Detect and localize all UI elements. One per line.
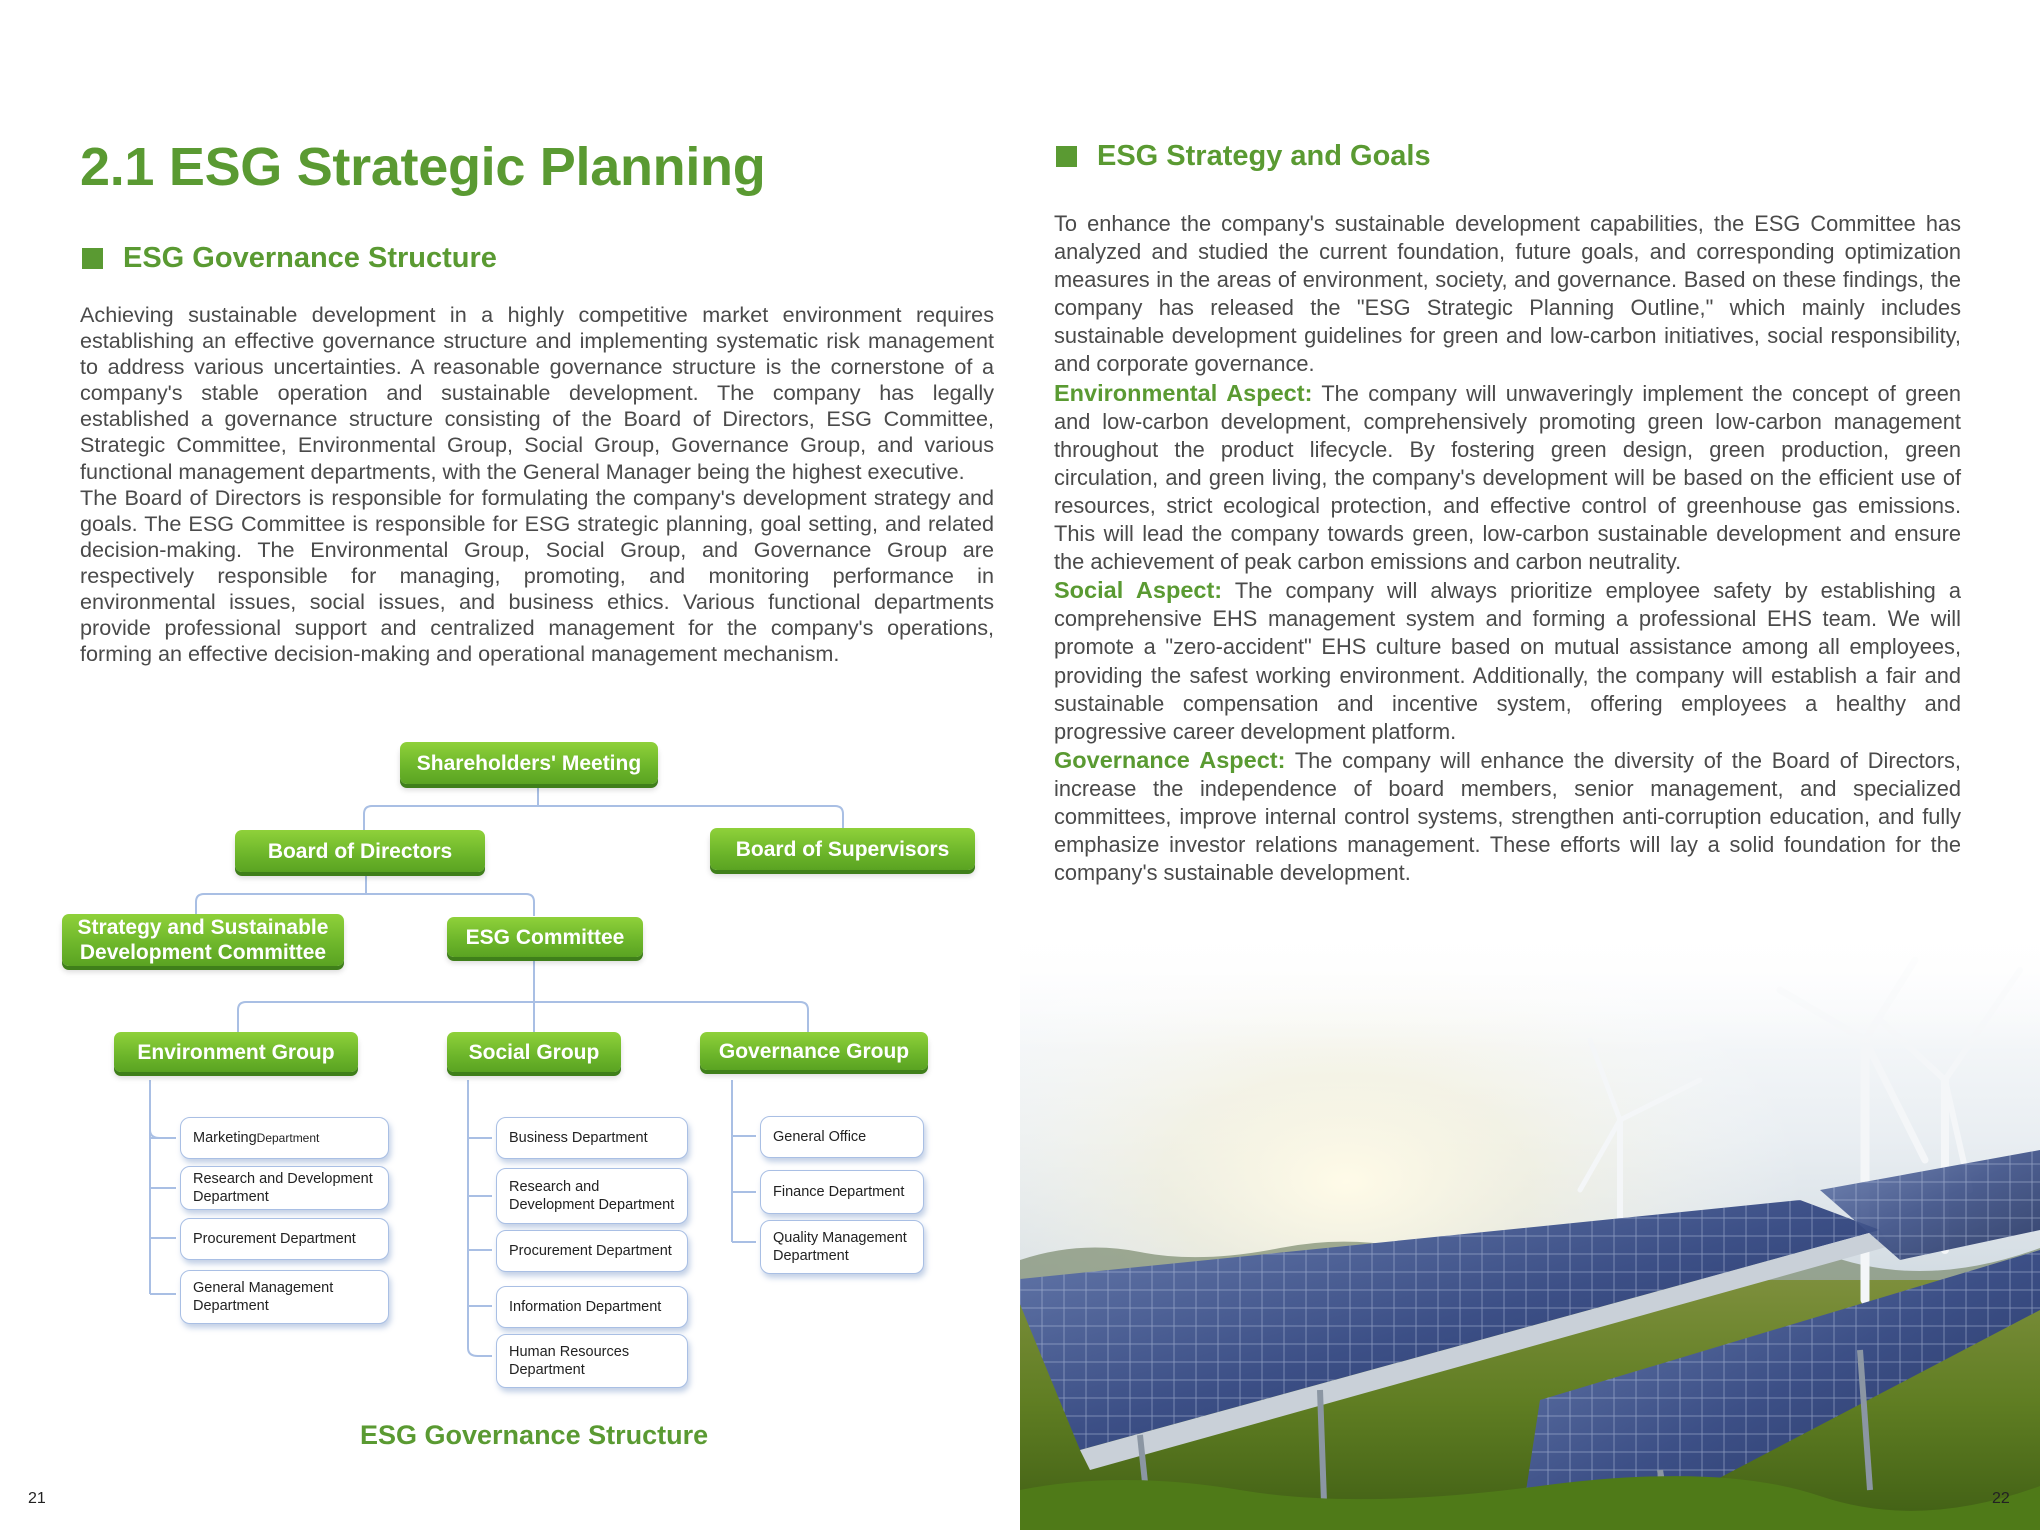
section-heading-text: ESG Strategy and Goals: [1097, 140, 1431, 172]
board-of-directors-box: Board of Directors: [235, 830, 485, 872]
social-aspect-text: The company will always prioritize employee safety by establishing a comprehensive EHS management system and forming a professional EHS team. We will promote a "zero-accident" EHS culture based on mutual assistance among all employees, providing the safest working environment. Additionally, the company will establish a fair and sustainable compensation and incentive system, offering employees a healthy and progressive career development platform.: [1054, 578, 1961, 744]
page-number-right: 22: [1992, 1490, 2010, 1507]
env-marketing-department: [180, 1117, 389, 1159]
gm-line2: Department: [193, 1298, 269, 1314]
esg-committee-box: ESG Committee: [447, 917, 643, 957]
page-number-left: 21: [28, 1490, 46, 1507]
square-bullet-icon: [1056, 146, 1077, 167]
environmental-aspect-text: The company will unwaveringly implement the concept of green and low-carbon development, comprehensively promoting green low-carbon management throughout the product lifecycle. By fostering green design, green production, green circulation, and green living, the company's development will be based on the efficient use of resources, strict ecological protection, and effective control of greenhouse gas emissions. This will lead the company towards green, low-carbon sustainable development and ensure the achievement of peak carbon emissions and carbon neutrality.: [1054, 380, 1961, 575]
env-procurement-department: Procurement Department: [180, 1218, 389, 1260]
page-title: 2.1 ESG Strategic Planning: [80, 137, 766, 197]
strategy-committee-line1: Strategy and Sustainable: [77, 916, 329, 939]
environmental-aspect-label: Environmental Aspect:: [1054, 379, 1313, 406]
governance-group-box: Governance Group: [700, 1032, 928, 1070]
social-procurement-department: Procurement Department: [496, 1230, 688, 1272]
social-group-box: Social Group: [447, 1032, 621, 1072]
governance-aspect-text: The company will enhance the diversity of the Board of Directors, increase the independence of board members, senior management, and specialized committees, improve internal control systems, strengthen anti-corruption education, and fully emphasize investor relations management. These efforts will lay a solid foundation for the company's sustainable development.: [1054, 747, 1961, 886]
social-business-department: Business Department: [496, 1117, 688, 1159]
social-hr-department: [496, 1334, 688, 1388]
social-rnd-line2: Development Department: [509, 1197, 675, 1213]
social-information-department: Information Department: [496, 1286, 688, 1328]
rnd-line1: Research and Development: [193, 1171, 373, 1187]
social-paragraph: [1054, 576, 1961, 746]
gov-finance-department: Finance Department: [760, 1170, 924, 1214]
solar-wind-photo: [1020, 930, 2040, 1530]
social-rnd-line1: Research and: [509, 1179, 600, 1195]
marketing-label: Marketing: [193, 1130, 257, 1146]
hr-line2: Department: [509, 1362, 585, 1378]
quality-line1: Quality Management: [773, 1230, 907, 1246]
gov-quality-management-department: [760, 1220, 924, 1274]
social-rnd-department: [496, 1168, 688, 1224]
environment-group-box: Environment Group: [114, 1032, 358, 1072]
marketing-label-suffix: Department: [256, 1131, 320, 1145]
paragraph: Achieving sustainable development in a highly competitive market environment requires establishing an effective governance structure and implementing systematic risk management to address various uncertainties. A reasonable governance structure is the cornerstone of a company's stable operation and sustainable development. The company has legally established a governance structure consisting of the Board of Directors, ESG Committee, Strategic Committee, Environmental Group, Social Group, Governance Group, and various functional management departments, with the General Manager being the highest executive.: [80, 302, 994, 484]
board-of-supervisors-box: Board of Supervisors: [710, 828, 975, 870]
governance-org-chart: [0, 720, 1020, 1500]
chart-caption: ESG Governance Structure: [360, 1420, 709, 1450]
gov-general-office: General Office: [760, 1116, 924, 1158]
section-heading-strategy: [1056, 140, 1431, 173]
gm-line1: General Management: [193, 1280, 334, 1296]
shareholders-meeting-box: Shareholders' Meeting: [400, 742, 658, 784]
rnd-line2: Department: [193, 1189, 269, 1205]
intro-paragraph: To enhance the company's sustainable development capabilities, the ESG Committee has analyzed and studied the current foundation, future goals, and corresponding optimization measures in the areas of environment, society, and governance. Based on these findings, the company has released the "ESG Strategic Planning Outline," which mainly includes sustainable development guidelines for green and low-carbon initiatives, social responsibility, and corporate governance.: [1054, 211, 1961, 377]
strategy-committee-box: [62, 914, 344, 966]
section-heading-text: ESG Governance Structure: [123, 242, 497, 274]
section-heading-governance: [82, 242, 497, 275]
env-rnd-department: [180, 1166, 389, 1210]
hr-line1: Human Resources: [509, 1344, 630, 1360]
quality-line2: Department: [773, 1248, 849, 1264]
env-general-management-department: [180, 1270, 389, 1324]
paragraph: The Board of Directors is responsible for formulating the company's development strategy and goals. The ESG Committee is responsible for ESG strategic planning, goal setting, and related decision-making. The Environmental Group, Social Group, and Governance Group are respectively responsible for managing, promoting, and monitoring performance in environmental issues, social issues, and business ethics. Various functional departments provide professional support and centralized management for the company's operations, forming an effective decision-making and operational management mechanism.: [80, 484, 994, 667]
governance-paragraph: [1054, 746, 1961, 887]
governance-aspect-label: Governance Aspect:: [1054, 746, 1286, 773]
social-aspect-label: Social Aspect:: [1054, 577, 1223, 604]
environmental-paragraph: [1054, 379, 1961, 577]
strategy-body-text: [1054, 210, 1961, 887]
strategy-committee-line2: Development Committee: [79, 941, 327, 964]
square-bullet-icon: [82, 248, 103, 269]
governance-body-text: [80, 302, 994, 667]
solar-panels-wind-turbines-image: [1020, 930, 2040, 1530]
